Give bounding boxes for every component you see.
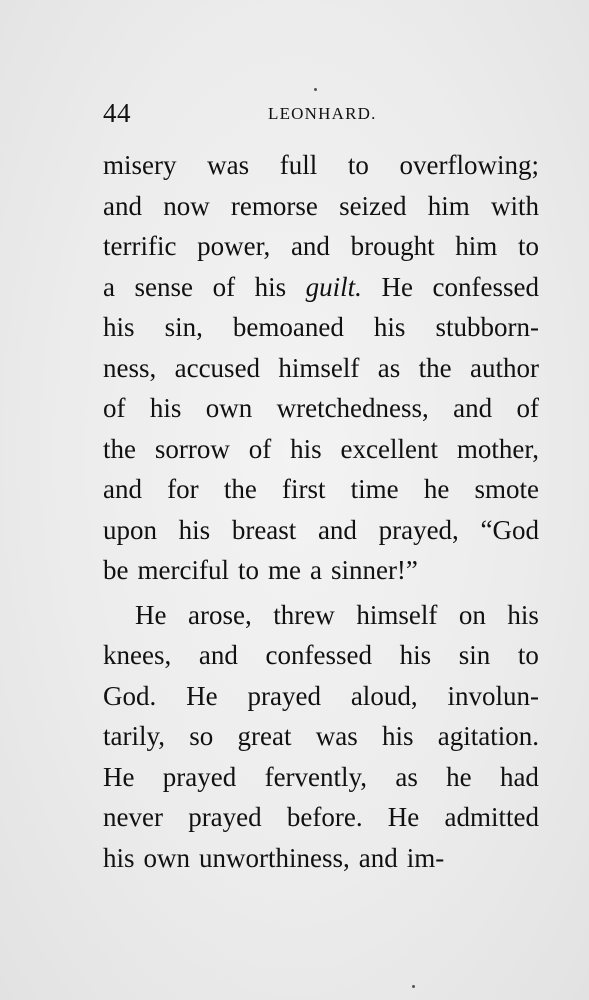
word: power, bbox=[197, 231, 271, 261]
word: he bbox=[446, 761, 472, 792]
word: prayed bbox=[162, 761, 237, 792]
word: be bbox=[103, 555, 129, 585]
text-line bbox=[103, 267, 539, 308]
text-line bbox=[103, 595, 539, 636]
word: to bbox=[237, 555, 259, 585]
word: a bbox=[309, 555, 322, 585]
word: and bbox=[453, 393, 493, 423]
word: knees, bbox=[103, 640, 172, 670]
word: his bbox=[373, 312, 406, 342]
word: his bbox=[399, 640, 432, 670]
word: on bbox=[458, 599, 486, 630]
word: his bbox=[149, 393, 182, 423]
word: great bbox=[237, 721, 292, 751]
word: of bbox=[516, 393, 539, 423]
word: me bbox=[267, 555, 301, 585]
word: confessed bbox=[432, 271, 539, 302]
word: a bbox=[103, 271, 115, 302]
word: ness, bbox=[103, 352, 157, 383]
word: He bbox=[381, 271, 413, 302]
word: and bbox=[103, 190, 142, 221]
word: him bbox=[455, 231, 498, 261]
running-title: LEONHARD. bbox=[268, 104, 377, 123]
word: and bbox=[317, 514, 357, 545]
word: his bbox=[103, 312, 135, 342]
word: was bbox=[315, 721, 358, 751]
word: guilt. bbox=[305, 271, 362, 302]
word: smote bbox=[474, 474, 539, 504]
word: upon bbox=[103, 514, 157, 545]
word: confessed bbox=[265, 640, 372, 670]
word: he bbox=[423, 474, 450, 504]
word: and bbox=[103, 474, 142, 504]
word: involun- bbox=[447, 680, 539, 711]
word: He bbox=[103, 761, 135, 792]
word: prayed bbox=[188, 802, 262, 832]
word: his bbox=[103, 842, 135, 873]
word: was bbox=[207, 150, 250, 180]
text-line bbox=[103, 429, 539, 470]
text-line bbox=[103, 307, 539, 348]
word: had bbox=[499, 761, 539, 792]
word: before. bbox=[286, 802, 363, 832]
word: sense bbox=[134, 271, 194, 302]
word: stubborn- bbox=[435, 312, 539, 342]
word: as bbox=[377, 352, 401, 383]
text-line bbox=[103, 716, 539, 757]
word: im- bbox=[406, 842, 445, 873]
word: his bbox=[507, 599, 539, 630]
word: the bbox=[418, 352, 452, 383]
word: full bbox=[279, 150, 318, 180]
word: “God bbox=[480, 514, 539, 545]
word: as bbox=[395, 761, 418, 792]
word: merciful bbox=[137, 555, 229, 585]
word: brought bbox=[350, 231, 435, 261]
word: aloud, bbox=[350, 680, 418, 711]
word: terrific bbox=[103, 231, 177, 261]
word: He bbox=[387, 802, 420, 832]
word: bemoaned bbox=[232, 312, 344, 342]
text-line bbox=[103, 838, 539, 879]
print-speck bbox=[314, 88, 317, 91]
word: seized bbox=[339, 190, 407, 221]
word: his bbox=[290, 433, 322, 464]
word: to bbox=[347, 150, 369, 180]
word: remorse bbox=[230, 190, 318, 221]
word: first bbox=[281, 474, 326, 504]
word: excellent bbox=[340, 433, 438, 464]
word: arose, bbox=[188, 599, 252, 630]
body-text bbox=[103, 145, 539, 878]
word: He bbox=[186, 680, 218, 711]
word: sinner!” bbox=[330, 555, 418, 585]
word: accused bbox=[174, 352, 261, 383]
word: overflowing; bbox=[399, 150, 539, 180]
word: author bbox=[470, 352, 539, 383]
word: breast bbox=[231, 514, 297, 545]
word: mother, bbox=[456, 433, 539, 464]
word: with bbox=[490, 190, 539, 221]
word: fervently, bbox=[264, 761, 368, 792]
word: to bbox=[517, 640, 539, 670]
word: sorrow bbox=[154, 433, 230, 464]
word: him bbox=[427, 190, 470, 221]
word: himself bbox=[356, 599, 438, 630]
word: for bbox=[167, 474, 199, 504]
word: and bbox=[358, 842, 398, 873]
word: and bbox=[290, 231, 330, 261]
word: his bbox=[254, 271, 287, 302]
text-line bbox=[103, 797, 539, 838]
word: agitation. bbox=[437, 721, 539, 751]
word: his bbox=[178, 514, 211, 545]
word: God. bbox=[103, 680, 157, 711]
text-line bbox=[103, 757, 539, 798]
page-header bbox=[103, 98, 539, 132]
word: prayed bbox=[247, 680, 321, 711]
word: the bbox=[223, 474, 257, 504]
text-line bbox=[103, 635, 539, 676]
text-line bbox=[103, 145, 539, 186]
word: never bbox=[103, 802, 163, 832]
word: tarily, bbox=[103, 721, 165, 751]
word: admitted bbox=[444, 802, 539, 832]
word: own bbox=[143, 842, 191, 873]
word: himself bbox=[278, 352, 360, 383]
word: threw bbox=[273, 599, 335, 630]
word: sin bbox=[458, 640, 491, 670]
word: misery bbox=[103, 150, 177, 180]
word: own bbox=[205, 393, 253, 423]
text-line bbox=[103, 469, 539, 510]
word: of bbox=[103, 393, 126, 423]
text-line bbox=[103, 510, 539, 551]
text-line bbox=[103, 550, 539, 591]
word: the bbox=[103, 433, 136, 464]
print-speck bbox=[412, 985, 415, 988]
page-number: 44 bbox=[103, 98, 131, 128]
text-line bbox=[103, 226, 539, 267]
word: his bbox=[381, 721, 414, 751]
text-line bbox=[103, 186, 539, 227]
word: and bbox=[198, 640, 238, 670]
word: He bbox=[135, 599, 167, 630]
word: now bbox=[163, 190, 210, 221]
word: time bbox=[350, 474, 399, 504]
word: prayed, bbox=[378, 514, 459, 545]
word: unworthiness, bbox=[199, 842, 350, 873]
word: so bbox=[189, 721, 214, 751]
word: of bbox=[248, 433, 272, 464]
word: of bbox=[212, 271, 236, 302]
text-line bbox=[103, 348, 539, 389]
word: to bbox=[517, 231, 539, 261]
word: sin, bbox=[164, 312, 203, 342]
word: wretchedness, bbox=[276, 393, 429, 423]
text-line bbox=[103, 388, 539, 429]
text-line bbox=[103, 676, 539, 717]
